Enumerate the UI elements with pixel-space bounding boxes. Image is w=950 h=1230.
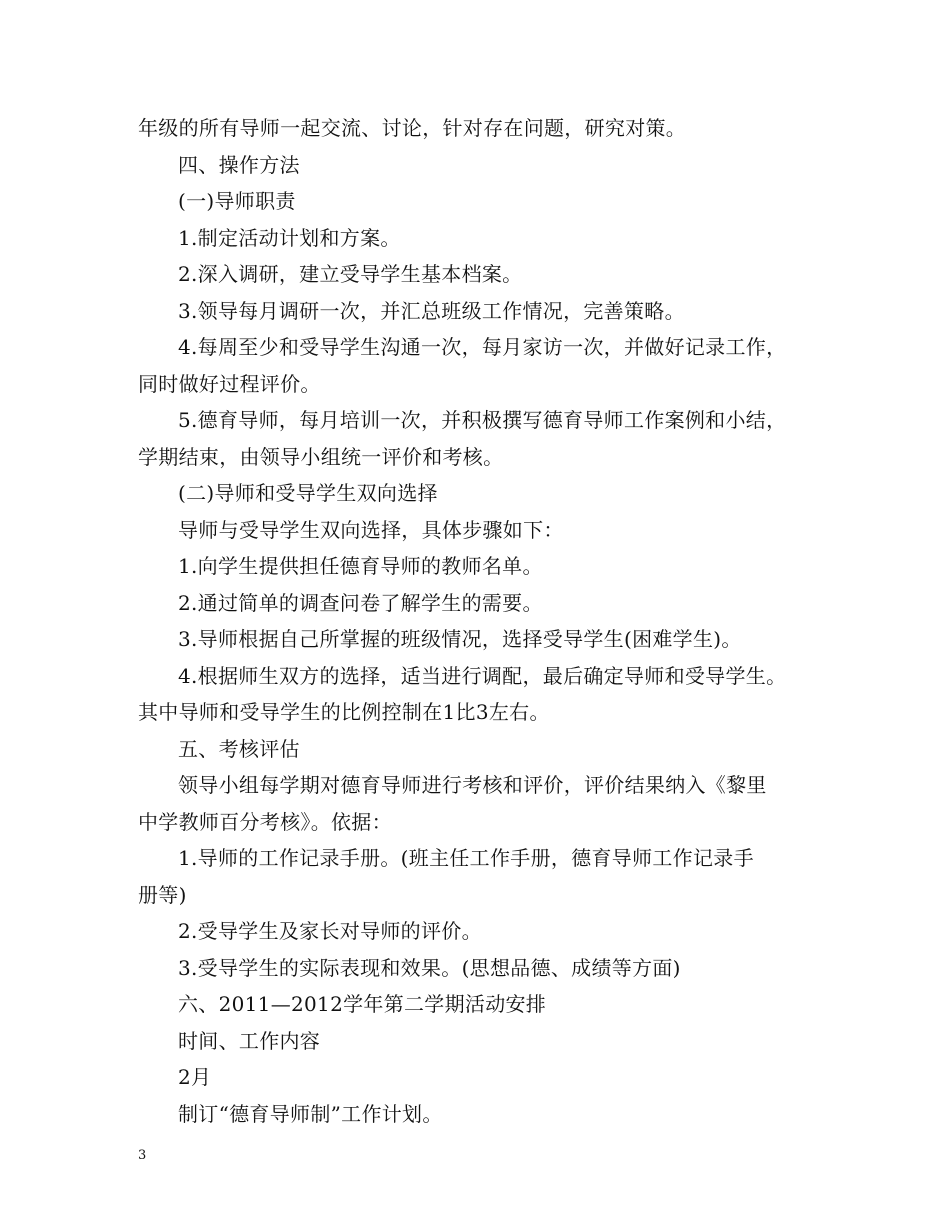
- section-heading: 六、2011—2012学年第二学期活动安排: [178, 992, 547, 1016]
- list-item: 2.受导学生及家长对导师的评价。: [178, 919, 482, 943]
- paragraph-line: 时间、工作内容: [178, 1028, 321, 1053]
- paragraph-line: 制订“德育导师制”工作计划。: [178, 1101, 443, 1126]
- list-item: 4.根据师生双方的选择，适当进行调配，最后确定导师和受导学生。: [178, 663, 787, 688]
- text-line: 其中导师和受导学生的比例控制在1比3左右。: [138, 700, 550, 724]
- subsection-heading: (一)导师职责: [178, 189, 296, 213]
- list-item: 2.通过简单的调查问卷了解学生的需要。: [178, 590, 543, 615]
- text-line: 册等): [138, 882, 187, 907]
- list-item: 5.德育导师，每月培训一次，并积极撰写德育导师工作案例和小结，: [178, 408, 787, 432]
- text-line: 中学教师百分考核》。依据：: [138, 809, 392, 834]
- list-item: 3.受导学生的实际表现和效果。(思想品德、成绩等方面): [178, 955, 681, 980]
- list-item: 1.向学生提供担任德育导师的教师名单。: [178, 554, 543, 578]
- list-item: 2.深入调研，建立受导学生基本档案。: [178, 262, 523, 286]
- text-line: 年级的所有导师一起交流、讨论，针对存在问题，研究对策。: [138, 116, 687, 140]
- list-item: 3.领导每月调研一次，并汇总班级工作情况，完善策略。: [178, 298, 685, 323]
- document-body: [138, 110, 838, 1132]
- section-heading: 四、操作方法: [178, 152, 300, 177]
- list-item: 3.导师根据自己所掌握的班级情况，选择受导学生(困难学生)。: [178, 627, 742, 651]
- list-item: 4.每周至少和受导学生沟通一次，每月家访一次，并做好记录工作，: [178, 335, 787, 359]
- paragraph-line: 2月: [178, 1065, 212, 1089]
- subsection-heading: (二)导师和受导学生双向选择: [178, 481, 438, 505]
- text-line: 同时做好过程评价。: [138, 371, 321, 396]
- paragraph-line: 导师与受导学生双向选择，具体步骤如下：: [178, 517, 564, 542]
- paragraph-line: 领导小组每学期对德育导师进行考核和评价，评价结果纳入《黎里: [178, 773, 767, 797]
- list-item: 1.导师的工作记录手册。(班主任工作手册，德育导师工作记录手: [178, 846, 754, 870]
- section-heading: 五、考核评估: [178, 736, 300, 761]
- list-item: 1.制定活动计划和方案。: [178, 225, 401, 250]
- text-line: 学期结束，由领导小组统一评价和考核。: [138, 444, 504, 469]
- page-number: 3: [138, 1148, 147, 1163]
